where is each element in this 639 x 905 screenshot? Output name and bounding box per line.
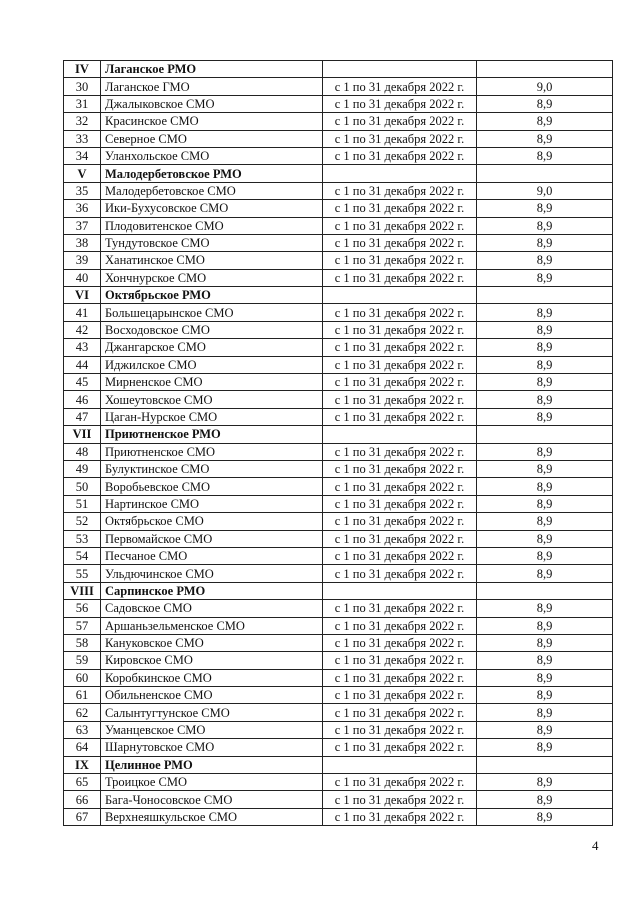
row-number: 63	[64, 721, 101, 738]
period-cell: с 1 по 31 декабря 2022 г.	[323, 774, 477, 791]
rate-cell	[477, 426, 613, 443]
period-cell: с 1 по 31 декабря 2022 г.	[323, 234, 477, 251]
rate-cell: 8,9	[477, 791, 613, 808]
municipality-name: Первомайское СМО	[101, 530, 323, 547]
table-row	[64, 356, 613, 373]
row-number: 30	[64, 78, 101, 95]
period-cell	[323, 61, 477, 78]
period-cell: с 1 по 31 декабря 2022 г.	[323, 808, 477, 825]
rate-cell	[477, 287, 613, 304]
period-cell: с 1 по 31 декабря 2022 г.	[323, 687, 477, 704]
district-header-row	[64, 287, 613, 304]
municipality-name: Иджилское СМО	[101, 356, 323, 373]
rate-cell: 8,9	[477, 513, 613, 530]
row-number: VI	[64, 287, 101, 304]
municipality-name: Уланхольское СМО	[101, 147, 323, 164]
row-number: 33	[64, 130, 101, 147]
municipality-name: Сарпинское РМО	[101, 582, 323, 599]
period-cell: с 1 по 31 декабря 2022 г.	[323, 704, 477, 721]
period-cell: с 1 по 31 декабря 2022 г.	[323, 374, 477, 391]
period-cell: с 1 по 31 декабря 2022 г.	[323, 739, 477, 756]
table-row	[64, 530, 613, 547]
municipality-name: Обильненское СМО	[101, 687, 323, 704]
rate-cell: 8,9	[477, 321, 613, 338]
period-cell: с 1 по 31 декабря 2022 г.	[323, 182, 477, 199]
district-header-row	[64, 165, 613, 182]
municipality-name: Воробьевское СМО	[101, 478, 323, 495]
period-cell: с 1 по 31 декабря 2022 г.	[323, 478, 477, 495]
municipality-name: Октябрьское СМО	[101, 513, 323, 530]
row-number: 67	[64, 808, 101, 825]
rate-cell: 8,9	[477, 391, 613, 408]
page-number: 4	[592, 838, 599, 853]
row-number: 45	[64, 374, 101, 391]
rate-cell	[477, 582, 613, 599]
table-row	[64, 687, 613, 704]
rate-cell: 8,9	[477, 565, 613, 582]
municipality-name: Песчаное СМО	[101, 547, 323, 564]
row-number: 65	[64, 774, 101, 791]
period-cell: с 1 по 31 декабря 2022 г.	[323, 321, 477, 338]
period-cell: с 1 по 31 декабря 2022 г.	[323, 634, 477, 651]
rate-cell: 8,9	[477, 252, 613, 269]
municipality-name: Октябрьское РМО	[101, 287, 323, 304]
row-number: 37	[64, 217, 101, 234]
municipality-name: Бага-Чоносовское СМО	[101, 791, 323, 808]
table-row	[64, 113, 613, 130]
municipality-name: Хончнурское СМО	[101, 269, 323, 286]
rate-cell: 8,9	[477, 547, 613, 564]
table-row	[64, 217, 613, 234]
table-row	[64, 443, 613, 460]
table-row	[64, 652, 613, 669]
district-header-row	[64, 426, 613, 443]
period-cell: с 1 по 31 декабря 2022 г.	[323, 95, 477, 112]
period-cell: с 1 по 31 декабря 2022 г.	[323, 513, 477, 530]
rate-cell: 8,9	[477, 95, 613, 112]
municipality-name: Кировское СМО	[101, 652, 323, 669]
municipality-name: Целинное РМО	[101, 756, 323, 773]
period-cell: с 1 по 31 декабря 2022 г.	[323, 147, 477, 164]
rate-cell: 8,9	[477, 774, 613, 791]
municipality-name: Троицкое СМО	[101, 774, 323, 791]
municipality-name: Кануковское СМО	[101, 634, 323, 651]
row-number: 43	[64, 339, 101, 356]
rate-cell: 8,9	[477, 269, 613, 286]
rate-cell: 8,9	[477, 147, 613, 164]
period-cell: с 1 по 31 декабря 2022 г.	[323, 547, 477, 564]
table-row	[64, 234, 613, 251]
row-number: 50	[64, 478, 101, 495]
municipality-name: Восходовское СМО	[101, 321, 323, 338]
table-row	[64, 321, 613, 338]
municipality-name: Салынтугтунское СМО	[101, 704, 323, 721]
rate-cell: 8,9	[477, 408, 613, 425]
period-cell: с 1 по 31 декабря 2022 г.	[323, 200, 477, 217]
rate-cell: 8,9	[477, 356, 613, 373]
rate-cell	[477, 165, 613, 182]
table-row	[64, 200, 613, 217]
municipality-name: Тундутовское СМО	[101, 234, 323, 251]
row-number: 61	[64, 687, 101, 704]
table-row	[64, 147, 613, 164]
row-number: 47	[64, 408, 101, 425]
period-cell	[323, 582, 477, 599]
table-row	[64, 495, 613, 512]
rate-cell: 8,9	[477, 374, 613, 391]
table-row	[64, 774, 613, 791]
row-number: 41	[64, 304, 101, 321]
municipality-name: Лаганское ГМО	[101, 78, 323, 95]
period-cell: с 1 по 31 декабря 2022 г.	[323, 460, 477, 477]
period-cell: с 1 по 31 декабря 2022 г.	[323, 791, 477, 808]
municipality-name: Булуктинское СМО	[101, 460, 323, 477]
period-cell: с 1 по 31 декабря 2022 г.	[323, 339, 477, 356]
row-number: 56	[64, 600, 101, 617]
rate-cell: 8,9	[477, 617, 613, 634]
period-cell: с 1 по 31 декабря 2022 г.	[323, 721, 477, 738]
municipality-name: Цаган-Нурское СМО	[101, 408, 323, 425]
table-row	[64, 808, 613, 825]
table-row	[64, 600, 613, 617]
row-number: 32	[64, 113, 101, 130]
row-number: 49	[64, 460, 101, 477]
row-number: 42	[64, 321, 101, 338]
rate-cell: 9,0	[477, 182, 613, 199]
municipality-name: Приютненское СМО	[101, 443, 323, 460]
row-number: 55	[64, 565, 101, 582]
table-row	[64, 669, 613, 686]
municipality-name: Плодовитенское СМО	[101, 217, 323, 234]
table-row	[64, 374, 613, 391]
row-number: 31	[64, 95, 101, 112]
rate-cell: 8,9	[477, 687, 613, 704]
rate-cell: 8,9	[477, 478, 613, 495]
rate-cell: 8,9	[477, 495, 613, 512]
period-cell: с 1 по 31 декабря 2022 г.	[323, 391, 477, 408]
municipality-name: Хошеутовское СМО	[101, 391, 323, 408]
municipality-name: Большецарынское СМО	[101, 304, 323, 321]
row-number: 44	[64, 356, 101, 373]
municipality-name: Ики-Бухусовское СМО	[101, 200, 323, 217]
municipality-name: Северное СМО	[101, 130, 323, 147]
municipality-name: Ульдючинское СМО	[101, 565, 323, 582]
rate-cell	[477, 756, 613, 773]
rate-cell: 9,0	[477, 78, 613, 95]
municipality-name: Нартинское СМО	[101, 495, 323, 512]
rate-cell: 8,9	[477, 200, 613, 217]
table-row	[64, 269, 613, 286]
table-row	[64, 339, 613, 356]
row-number: V	[64, 165, 101, 182]
period-cell: с 1 по 31 декабря 2022 г.	[323, 269, 477, 286]
table-row	[64, 704, 613, 721]
table-row	[64, 460, 613, 477]
row-number: 53	[64, 530, 101, 547]
table-row	[64, 391, 613, 408]
rate-cell: 8,9	[477, 652, 613, 669]
period-cell: с 1 по 31 декабря 2022 г.	[323, 130, 477, 147]
row-number: 35	[64, 182, 101, 199]
district-header-row	[64, 756, 613, 773]
rate-cell: 8,9	[477, 600, 613, 617]
period-cell: с 1 по 31 декабря 2022 г.	[323, 530, 477, 547]
period-cell	[323, 756, 477, 773]
table-row	[64, 304, 613, 321]
table-row	[64, 130, 613, 147]
table-row	[64, 78, 613, 95]
table-row	[64, 408, 613, 425]
row-number: VIII	[64, 582, 101, 599]
table-row	[64, 95, 613, 112]
table-row	[64, 791, 613, 808]
rate-cell	[477, 61, 613, 78]
rate-cell: 8,9	[477, 530, 613, 547]
period-cell	[323, 426, 477, 443]
rate-cell: 8,9	[477, 234, 613, 251]
rate-cell: 8,9	[477, 460, 613, 477]
municipality-name: Мирненское СМО	[101, 374, 323, 391]
municipality-name: Коробкинское СМО	[101, 669, 323, 686]
municipality-name: Верхнеяшкульское СМО	[101, 808, 323, 825]
table-row	[64, 252, 613, 269]
municipality-name: Аршаньзельменское СМО	[101, 617, 323, 634]
period-cell: с 1 по 31 декабря 2022 г.	[323, 408, 477, 425]
row-number: 38	[64, 234, 101, 251]
municipality-name: Малодербетовское РМО	[101, 165, 323, 182]
municipality-name: Приютненское РМО	[101, 426, 323, 443]
municipalities-table	[63, 60, 613, 826]
rate-cell: 8,9	[477, 443, 613, 460]
municipality-name: Шарнутовское СМО	[101, 739, 323, 756]
period-cell: с 1 по 31 декабря 2022 г.	[323, 565, 477, 582]
period-cell: с 1 по 31 декабря 2022 г.	[323, 495, 477, 512]
table-row	[64, 617, 613, 634]
table-row	[64, 565, 613, 582]
municipality-name: Джалыковское СМО	[101, 95, 323, 112]
rate-cell: 8,9	[477, 721, 613, 738]
row-number: 52	[64, 513, 101, 530]
period-cell	[323, 287, 477, 304]
table-row	[64, 739, 613, 756]
row-number: 36	[64, 200, 101, 217]
period-cell: с 1 по 31 декабря 2022 г.	[323, 78, 477, 95]
row-number: 40	[64, 269, 101, 286]
rate-cell: 8,9	[477, 113, 613, 130]
municipality-name: Садовское СМО	[101, 600, 323, 617]
period-cell: с 1 по 31 декабря 2022 г.	[323, 113, 477, 130]
period-cell: с 1 по 31 декабря 2022 г.	[323, 617, 477, 634]
rate-cell: 8,9	[477, 339, 613, 356]
table-body	[64, 61, 613, 826]
row-number: 54	[64, 547, 101, 564]
row-number: 39	[64, 252, 101, 269]
period-cell	[323, 165, 477, 182]
period-cell: с 1 по 31 декабря 2022 г.	[323, 600, 477, 617]
row-number: 46	[64, 391, 101, 408]
municipality-name: Ханатинское СМО	[101, 252, 323, 269]
row-number: 64	[64, 739, 101, 756]
district-header-row	[64, 61, 613, 78]
rate-cell: 8,9	[477, 704, 613, 721]
period-cell: с 1 по 31 декабря 2022 г.	[323, 217, 477, 234]
rate-cell: 8,9	[477, 304, 613, 321]
municipality-name: Лаганское РМО	[101, 61, 323, 78]
row-number: 60	[64, 669, 101, 686]
rate-cell: 8,9	[477, 130, 613, 147]
municipality-name: Малодербетовское СМО	[101, 182, 323, 199]
table-row	[64, 721, 613, 738]
period-cell: с 1 по 31 декабря 2022 г.	[323, 669, 477, 686]
row-number: IV	[64, 61, 101, 78]
rate-cell: 8,9	[477, 634, 613, 651]
row-number: 62	[64, 704, 101, 721]
municipality-name: Красинское СМО	[101, 113, 323, 130]
row-number: VII	[64, 426, 101, 443]
row-number: IX	[64, 756, 101, 773]
row-number: 57	[64, 617, 101, 634]
table-row	[64, 513, 613, 530]
period-cell: с 1 по 31 декабря 2022 г.	[323, 304, 477, 321]
rate-cell: 8,9	[477, 669, 613, 686]
row-number: 34	[64, 147, 101, 164]
rate-cell: 8,9	[477, 808, 613, 825]
table-row	[64, 634, 613, 651]
row-number: 66	[64, 791, 101, 808]
period-cell: с 1 по 31 декабря 2022 г.	[323, 356, 477, 373]
period-cell: с 1 по 31 декабря 2022 г.	[323, 443, 477, 460]
table-row	[64, 182, 613, 199]
row-number: 59	[64, 652, 101, 669]
period-cell: с 1 по 31 декабря 2022 г.	[323, 652, 477, 669]
table-row	[64, 478, 613, 495]
municipality-name: Уманцевское СМО	[101, 721, 323, 738]
rate-cell: 8,9	[477, 217, 613, 234]
rate-cell: 8,9	[477, 739, 613, 756]
table-row	[64, 547, 613, 564]
municipality-name: Джангарское СМО	[101, 339, 323, 356]
period-cell: с 1 по 31 декабря 2022 г.	[323, 252, 477, 269]
district-header-row	[64, 582, 613, 599]
row-number: 48	[64, 443, 101, 460]
row-number: 58	[64, 634, 101, 651]
row-number: 51	[64, 495, 101, 512]
